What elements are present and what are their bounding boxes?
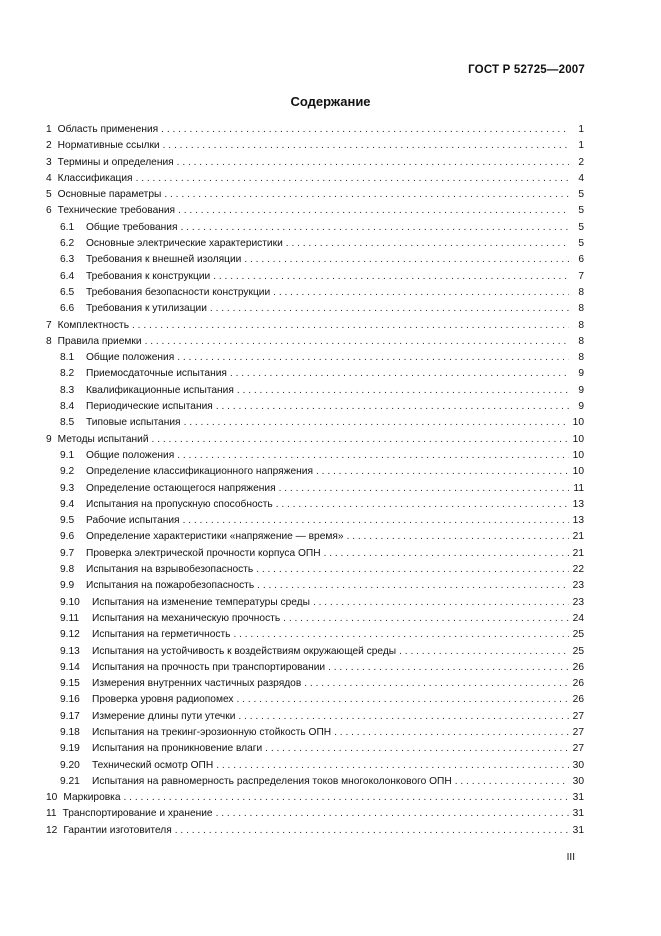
toc-entry-number: 9.12	[60, 629, 80, 641]
toc-entry-number: 6.6	[60, 303, 75, 315]
toc-entry-number: 8	[46, 335, 52, 347]
toc-leader-dots	[324, 546, 569, 562]
toc-entry[interactable]	[46, 806, 584, 822]
toc-entry-title: Проверка электрической прочности корпуса ОПН	[86, 547, 321, 559]
toc-entry-number: 6	[46, 205, 52, 217]
toc-entry-page: 27	[572, 743, 584, 755]
toc-entry-page: 8	[578, 303, 584, 315]
toc-entry[interactable]	[46, 383, 584, 399]
toc-entry-number: 12	[46, 824, 58, 836]
toc-entry-number: 9.7	[60, 547, 75, 559]
toc-entry-page: 2	[578, 156, 584, 168]
toc-entry-number: 4	[46, 172, 52, 184]
toc-entry-title: Основные электрические характеристики	[86, 238, 283, 250]
toc-entry-number: 9.6	[60, 531, 75, 543]
toc-leader-dots	[230, 366, 569, 382]
toc-entry-page: 10	[572, 466, 584, 478]
toc-entry-number: 9.18	[60, 726, 80, 738]
toc-entry[interactable]	[46, 318, 584, 334]
toc-leader-dots	[283, 611, 569, 627]
toc-entry-title: Технические требования	[57, 205, 176, 217]
table-of-contents	[46, 122, 584, 839]
toc-entry[interactable]	[46, 203, 584, 219]
toc-leader-dots	[334, 725, 569, 741]
toc-leader-dots	[273, 285, 569, 301]
toc-entry-title: Рабочие испытания	[86, 515, 180, 527]
toc-entry-page: 21	[572, 531, 584, 543]
toc-entry-page: 5	[578, 221, 584, 233]
toc-leader-dots	[178, 203, 569, 219]
toc-entry[interactable]	[46, 481, 584, 497]
toc-entry-page: 4	[578, 172, 584, 184]
toc-leader-dots	[213, 269, 569, 285]
toc-entry-title: Испытания на пропускную способность	[86, 498, 273, 510]
toc-entry[interactable]	[46, 627, 584, 643]
toc-entry-title: Испытания на устойчивость к воздействиям окружающей среды	[92, 645, 397, 657]
toc-entry-title: Испытания на взрывобезопасность	[86, 564, 254, 576]
toc-entry-number: 9.10	[60, 596, 80, 608]
toc-leader-dots	[313, 595, 569, 611]
toc-entry[interactable]	[46, 415, 584, 431]
toc-entry-number: 9.3	[60, 482, 75, 494]
toc-leader-dots	[164, 187, 569, 203]
toc-entry-number: 9.2	[60, 466, 75, 478]
toc-entry-title: Испытания на равномерность распределения токов многоколонкового ОПН	[92, 775, 452, 787]
toc-entry-page: 23	[572, 580, 584, 592]
toc-entry-title: Проверка уровня радиопомех	[92, 694, 234, 706]
toc-entry[interactable]	[46, 301, 584, 317]
toc-entry-number: 1	[46, 124, 52, 135]
toc-entry-page: 5	[578, 189, 584, 201]
toc-entry-title: Правила приемки	[57, 335, 142, 347]
toc-entry-title: Основные параметры	[57, 189, 162, 201]
toc-entry-title: Классификация	[57, 172, 133, 184]
toc-entry-title: Гарантии изготовителя	[63, 824, 172, 836]
toc-leader-dots	[145, 334, 569, 350]
toc-entry[interactable]	[46, 644, 584, 660]
toc-entry-page: 22	[572, 564, 584, 576]
toc-entry-page: 8	[578, 286, 584, 298]
toc-entry-title: Область применения	[57, 124, 159, 135]
toc-leader-dots	[256, 562, 569, 578]
toc-leader-dots	[265, 741, 569, 757]
toc-entry[interactable]	[46, 350, 584, 366]
toc-entry-title: Методы испытаний	[57, 433, 149, 445]
toc-entry[interactable]	[46, 741, 584, 757]
toc-leader-dots	[161, 122, 569, 138]
toc-entry-title: Квалификационные испытания	[86, 384, 234, 396]
toc-entry-page: 10	[572, 433, 584, 445]
toc-entry[interactable]	[46, 236, 584, 252]
toc-leader-dots	[244, 252, 569, 268]
toc-entry[interactable]	[46, 823, 584, 839]
toc-entry-number: 11	[46, 808, 57, 820]
toc-leader-dots	[216, 806, 569, 822]
toc-entry-title: Комплектность	[57, 319, 129, 331]
toc-entry[interactable]	[46, 611, 584, 627]
toc-entry[interactable]	[46, 155, 584, 171]
toc-entry-page: 30	[572, 759, 584, 771]
toc-leader-dots	[328, 660, 569, 676]
toc-entry-page: 9	[578, 401, 584, 413]
toc-entry[interactable]	[46, 432, 584, 448]
toc-entry-title: Определение классификационного напряжения	[86, 466, 314, 478]
toc-entry-page: 9	[578, 368, 584, 380]
page-number: III	[566, 852, 575, 863]
toc-entry[interactable]	[46, 269, 584, 285]
toc-leader-dots	[132, 318, 569, 334]
toc-entry[interactable]	[46, 529, 584, 545]
toc-entry[interactable]	[46, 774, 584, 790]
document-header: ГОСТ Р 52725—2007	[468, 64, 585, 76]
toc-leader-dots	[276, 497, 569, 513]
toc-entry-title: Типовые испытания	[86, 417, 181, 429]
toc-leader-dots	[184, 415, 569, 431]
toc-leader-dots	[177, 448, 569, 464]
toc-entry-title: Требования к конструкции	[86, 270, 211, 282]
toc-entry-title: Транспортирование и хранение	[62, 808, 213, 820]
toc-entry-number: 9.17	[60, 710, 80, 722]
toc-entry[interactable]	[46, 122, 584, 138]
toc-entry-page: 6	[578, 254, 584, 266]
toc-leader-dots	[175, 823, 569, 839]
toc-leader-dots	[257, 578, 569, 594]
toc-leader-dots	[210, 301, 569, 317]
toc-entry-number: 6.1	[60, 221, 75, 233]
toc-entry-number: 6.2	[60, 238, 75, 250]
toc-entry-number: 9.11	[60, 612, 80, 624]
toc-entry[interactable]	[46, 334, 584, 350]
toc-entry-page: 25	[572, 629, 584, 641]
toc-leader-dots	[163, 138, 569, 154]
toc-entry-number: 3	[46, 156, 52, 168]
toc-leader-dots	[233, 627, 569, 643]
toc-entry[interactable]	[46, 676, 584, 692]
toc-entry[interactable]	[46, 692, 584, 708]
toc-entry-page: 5	[578, 205, 584, 217]
toc-entry-title: Определение характеристики «напряжение — время»	[86, 531, 344, 543]
toc-entry[interactable]	[46, 252, 584, 268]
toc-entry-title: Термины и определения	[57, 156, 174, 168]
toc-entry-number: 9.21	[60, 775, 80, 787]
toc-entry[interactable]	[46, 464, 584, 480]
toc-leader-dots	[216, 758, 569, 774]
toc-entry-title: Общие требования	[86, 221, 178, 233]
toc-entry-number: 2	[46, 140, 52, 152]
toc-entry-page: 13	[572, 498, 584, 510]
toc-leader-dots	[237, 692, 569, 708]
toc-entry-page: 5	[578, 238, 584, 250]
toc-entry-number: 7	[46, 319, 52, 331]
toc-leader-dots	[177, 155, 569, 171]
toc-entry[interactable]	[46, 366, 584, 382]
toc-entry-title: Испытания на механическую прочность	[92, 612, 281, 624]
toc-entry-page: 26	[572, 661, 584, 673]
toc-entry-page: 8	[578, 352, 584, 364]
toc-entry-page: 11	[573, 482, 584, 494]
toc-leader-dots	[238, 709, 569, 725]
toc-entry-number: 6.4	[60, 270, 75, 282]
toc-entry-title: Периодические испытания	[86, 401, 213, 413]
toc-entry-title: Требования к утилизации	[86, 303, 207, 315]
toc-entry-title: Требования к внешней изоляции	[86, 254, 242, 266]
toc-leader-dots	[347, 529, 569, 545]
toc-entry-title: Испытания на пожаробезопасность	[86, 580, 255, 592]
toc-entry-number: 5	[46, 189, 52, 201]
toc-entry-title: Требования безопасности конструкции	[86, 286, 271, 298]
toc-entry-page: 1	[578, 124, 584, 135]
toc-leader-dots	[316, 464, 569, 480]
toc-entry-title: Испытания на изменение температуры среды	[92, 596, 310, 608]
toc-entry-page: 31	[572, 792, 584, 804]
toc-entry[interactable]	[46, 790, 584, 806]
toc-entry-number: 8.1	[60, 352, 75, 364]
toc-entry-title: Технический осмотр ОПН	[92, 759, 214, 771]
toc-leader-dots	[177, 350, 569, 366]
toc-entry-page: 27	[572, 726, 584, 738]
toc-leader-dots	[124, 790, 569, 806]
toc-entry[interactable]	[46, 187, 584, 203]
toc-leader-dots	[286, 236, 569, 252]
toc-entry-page: 27	[572, 710, 584, 722]
toc-entry-title: Испытания на прочность при транспортировании	[92, 661, 326, 673]
toc-entry-page: 9	[578, 384, 584, 396]
toc-entry[interactable]	[46, 448, 584, 464]
toc-entry-page: 10	[572, 417, 584, 429]
toc-entry-page: 26	[572, 694, 584, 706]
toc-entry-number: 9.8	[60, 564, 75, 576]
toc-entry-page: 31	[572, 808, 584, 820]
toc-entry[interactable]	[46, 285, 584, 301]
toc-entry[interactable]	[46, 399, 584, 415]
toc-leader-dots	[455, 774, 569, 790]
toc-leader-dots	[399, 644, 569, 660]
toc-entry[interactable]	[46, 595, 584, 611]
toc-leader-dots	[152, 432, 569, 448]
toc-entry-page: 7	[578, 270, 584, 282]
toc-entry-title: Измерение длины пути утечки	[92, 710, 236, 722]
toc-entry-page: 10	[572, 449, 584, 461]
toc-entry-title: Общие положения	[86, 352, 175, 364]
toc-entry-page: 31	[572, 824, 584, 836]
toc-entry[interactable]	[46, 220, 584, 236]
toc-entry[interactable]	[46, 546, 584, 562]
toc-entry[interactable]	[46, 725, 584, 741]
toc-entry-page: 8	[578, 319, 584, 331]
toc-entry-page: 8	[578, 335, 584, 347]
toc-leader-dots	[237, 383, 569, 399]
toc-entry-number: 8.5	[60, 417, 75, 429]
toc-leader-dots	[136, 171, 569, 187]
toc-entry-number: 9.15	[60, 678, 80, 690]
toc-entry-title: Испытания на трекинг-эрозионную стойкость ОПН	[92, 726, 332, 738]
toc-entry[interactable]	[46, 758, 584, 774]
toc-entry-number: 8.3	[60, 384, 75, 396]
toc-entry-page: 26	[572, 678, 584, 690]
toc-entry-title: Испытания на герметичность	[92, 629, 231, 641]
toc-entry-page: 24	[572, 612, 584, 624]
toc-entry-number: 6.5	[60, 286, 75, 298]
toc-entry-number: 9.9	[60, 580, 75, 592]
toc-entry-title: Испытания на проникновение влаги	[92, 743, 263, 755]
toc-entry-title: Приемосдаточные испытания	[86, 368, 227, 380]
toc-entry-number: 9.1	[60, 449, 75, 461]
toc-entry-page: 30	[572, 775, 584, 787]
toc-entry-number: 9.16	[60, 694, 80, 706]
page-title: Содержание	[290, 94, 371, 109]
toc-entry-number: 8.2	[60, 368, 75, 380]
toc-entry-number: 10	[46, 792, 58, 804]
toc-entry-number: 9	[46, 433, 52, 445]
toc-entry[interactable]	[46, 709, 584, 725]
toc-entry-page: 1	[578, 140, 584, 152]
toc-entry-title: Измерения внутренних частичных разрядов	[92, 678, 302, 690]
toc-leader-dots	[183, 513, 569, 529]
toc-entry-number: 9.14	[60, 661, 80, 673]
toc-entry-number: 9.13	[60, 645, 80, 657]
toc-entry-number: 9.5	[60, 515, 75, 527]
toc-entry[interactable]	[46, 171, 584, 187]
toc-entry-title: Определение остающегося напряжения	[86, 482, 276, 494]
toc-entry-title: Маркировка	[63, 792, 121, 804]
toc-entry-page: 21	[572, 547, 584, 559]
toc-entry-number: 9.4	[60, 498, 75, 510]
toc-entry[interactable]	[46, 497, 584, 513]
toc-entry-page: 13	[572, 515, 584, 527]
toc-leader-dots	[216, 399, 569, 415]
toc-entry-number: 6.3	[60, 254, 75, 266]
toc-entry-number: 9.20	[60, 759, 80, 771]
toc-entry-page: 23	[572, 596, 584, 608]
toc-leader-dots	[279, 481, 569, 497]
toc-entry[interactable]	[46, 578, 584, 594]
toc-entry[interactable]	[46, 562, 584, 578]
toc-entry[interactable]	[46, 513, 584, 529]
toc-entry-title: Нормативные ссылки	[57, 140, 160, 152]
toc-entry-number: 9.19	[60, 743, 80, 755]
toc-leader-dots	[304, 676, 569, 692]
toc-entry-number: 8.4	[60, 401, 75, 413]
toc-entry-title: Общие положения	[86, 449, 175, 461]
toc-entry-page: 25	[572, 645, 584, 657]
toc-entry[interactable]	[46, 660, 584, 676]
toc-entry[interactable]	[46, 138, 584, 154]
toc-leader-dots	[181, 220, 569, 236]
